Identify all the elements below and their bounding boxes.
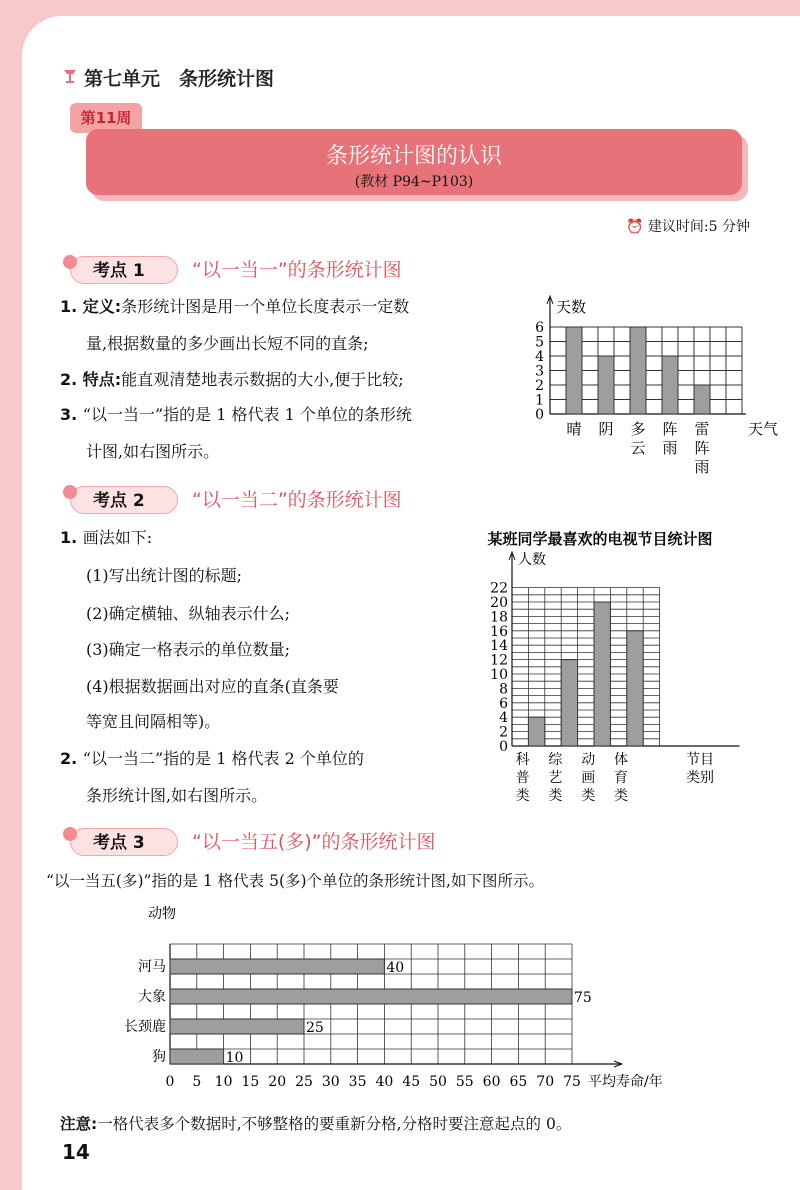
x-tick-label: 60 — [482, 1074, 501, 1090]
kp3-desc: “以一当五(多)”指的是 1 格代表 5(多)个单位的条形统计图,如下图所示。 — [46, 872, 544, 890]
y-tick-label: 14 — [490, 638, 508, 655]
x-tick-label: 20 — [268, 1074, 287, 1090]
tv-program-chart — [440, 526, 760, 816]
bar — [662, 356, 678, 414]
bar — [630, 327, 646, 414]
y-tick-label: 10 — [490, 667, 508, 683]
x-tick-label: 雨 — [662, 439, 678, 457]
kp1-line1: 1. 定义:条形统计图是用一个单位长度表示一定数 — [60, 297, 410, 316]
unit-header: 第七单元 条形统计图 — [84, 68, 275, 90]
kp2-step4b: 等宽且间隔相等)。 — [86, 712, 221, 731]
bar — [598, 356, 614, 414]
kp1-line2: 2. 特点:能直观清楚地表示数据的大小,便于比较; — [60, 370, 404, 389]
x-tick-label: 15 — [241, 1074, 260, 1090]
y-axis-label: 动物 — [148, 906, 176, 922]
x-tick-label: 多 — [630, 420, 646, 438]
x-tick-label: 10 — [214, 1074, 233, 1090]
page-number: 14 — [62, 1140, 90, 1164]
bar — [561, 660, 577, 746]
y-tick-label: 12 — [490, 652, 508, 669]
bar — [170, 989, 572, 1004]
lesson-banner — [86, 129, 742, 195]
x-axis-label-line1: 节目 — [686, 752, 714, 768]
kp2-label: 考点 2 — [70, 486, 178, 514]
bar — [170, 1019, 304, 1034]
chart-title: 某班同学最喜欢的电视节目统计图 — [487, 530, 713, 548]
x-tick-label: 0 — [165, 1074, 175, 1090]
x-tick-label: 75 — [563, 1074, 581, 1090]
lesson-subtitle: (教材 P94~P103) — [354, 174, 474, 190]
x-tick-label: 35 — [348, 1074, 367, 1090]
x-tick-label: 科 — [515, 752, 530, 768]
x-tick-label: 晴 — [566, 420, 582, 438]
lamp-icon — [62, 64, 78, 84]
flower-icon — [63, 827, 77, 841]
flower-icon — [63, 485, 77, 499]
y-tick-label: 1 — [535, 392, 544, 409]
bar — [694, 385, 710, 414]
y-tick-label: 8 — [499, 681, 508, 698]
x-axis-label: 平均寿命/年 — [588, 1074, 663, 1090]
kp3-label: 考点 3 — [70, 828, 178, 856]
note: 注意:一格代表多个数据时,不够整格的要重新分格,分格时要注意起点的 0。 — [60, 1115, 572, 1133]
y-tick-label: 20 — [490, 595, 508, 611]
bar — [594, 602, 610, 746]
kp1-line3b: 计图,如右图所示。 — [86, 442, 220, 461]
x-tick-label: 阵 — [694, 439, 710, 457]
kp2-step1: (1)写出统计图的标题; — [86, 566, 243, 585]
x-axis-label: 天气 — [748, 420, 779, 438]
y-tick-label: 2 — [499, 724, 508, 741]
x-tick-label: 体 — [614, 752, 628, 768]
x-tick-label: 65 — [509, 1074, 528, 1090]
x-tick-label: 5 — [192, 1074, 202, 1090]
x-tick-label: 类 — [581, 788, 596, 804]
y-tick-label: 2 — [535, 378, 544, 394]
kp2-title: “以一当二”的条形统计图 — [192, 489, 402, 511]
x-tick-label: 40 — [375, 1074, 394, 1090]
kp2-step3: (3)确定一格表示的单位数量; — [86, 640, 291, 659]
kp1-line1b: 量,根据数量的多少画出长短不同的直条; — [86, 334, 369, 353]
clock-icon: ⏰ — [626, 219, 648, 235]
y-tick-label: 0 — [499, 739, 508, 755]
x-tick-label: 艺 — [548, 770, 563, 786]
y-tick-label: 4 — [535, 349, 544, 365]
data-label: 10 — [225, 1050, 244, 1066]
x-tick-label: 类 — [548, 788, 563, 804]
x-tick-label: 30 — [321, 1074, 340, 1090]
y-tick-label: 河马 — [138, 959, 166, 975]
y-tick-label: 5 — [535, 334, 544, 351]
x-tick-label: 70 — [536, 1074, 555, 1090]
data-label: 40 — [386, 960, 405, 976]
y-tick-label: 16 — [490, 623, 508, 640]
kp3-title: “以一当五(多)”的条形统计图 — [192, 831, 436, 853]
lesson-title: 条形统计图的认识 — [325, 144, 502, 169]
x-tick-label: 动 — [581, 752, 596, 768]
weather-chart — [520, 290, 779, 485]
kp2-step2: (2)确定横轴、纵轴表示什么; — [86, 604, 291, 623]
y-tick-label: 6 — [499, 695, 508, 712]
x-tick-label: 55 — [455, 1074, 474, 1090]
x-tick-label: 类 — [614, 788, 628, 804]
bar — [170, 1049, 224, 1064]
y-tick-label: 4 — [499, 710, 508, 727]
x-tick-label: 画 — [581, 770, 596, 786]
y-axis-label: 人数 — [518, 552, 546, 568]
x-axis-label-line2: 类别 — [686, 770, 714, 786]
y-tick-label: 长颈鹿 — [124, 1019, 166, 1035]
bar — [566, 327, 582, 414]
kp1-line3: 3. “以一当一”指的是 1 格代表 1 个单位的条形统 — [60, 405, 412, 424]
kp1-title: “以一当一”的条形统计图 — [192, 259, 402, 281]
kp2-step4: (4)根据数据画出对应的直条(直条要 — [86, 677, 339, 696]
bar — [627, 631, 643, 746]
suggested-time: ⏰ 建议时间:5 分钟 — [626, 219, 750, 235]
y-tick-label: 18 — [490, 609, 508, 626]
bar — [170, 959, 384, 974]
x-tick-label: 雨 — [694, 458, 710, 476]
x-tick-label: 云 — [630, 439, 646, 457]
kp2-line1: 1. 画法如下: — [60, 528, 153, 547]
x-tick-label: 45 — [402, 1074, 421, 1090]
x-tick-label: 50 — [429, 1074, 447, 1090]
x-tick-label: 育 — [614, 770, 628, 786]
y-tick-label: 22 — [490, 580, 508, 597]
x-tick-label: 25 — [295, 1074, 313, 1090]
y-tick-label: 狗 — [152, 1049, 166, 1065]
kp1-label: 考点 1 — [70, 256, 178, 284]
week-badge: 第11周 — [70, 103, 142, 133]
x-tick-label: 综 — [548, 752, 563, 768]
x-tick-label: 普 — [515, 770, 530, 786]
y-tick-label: 大象 — [138, 989, 166, 1005]
flower-icon — [63, 255, 77, 269]
bar — [528, 717, 544, 746]
y-tick-label: 3 — [535, 363, 544, 380]
x-tick-label: 类 — [515, 788, 530, 804]
data-label: 25 — [306, 1020, 324, 1036]
y-axis-label: 天数 — [556, 298, 587, 316]
animal-lifespan-chart — [100, 896, 720, 1106]
x-tick-label: 阴 — [598, 420, 614, 438]
x-tick-label: 雷 — [694, 420, 710, 438]
data-label: 75 — [574, 990, 592, 1006]
kp2-line2b: 条形统计图,如右图所示。 — [86, 786, 268, 805]
y-tick-label: 0 — [535, 407, 544, 423]
x-tick-label: 阵 — [662, 420, 678, 438]
kp2-line2: 2. “以一当二”指的是 1 格代表 2 个单位的 — [60, 749, 364, 768]
y-tick-label: 6 — [535, 320, 544, 336]
